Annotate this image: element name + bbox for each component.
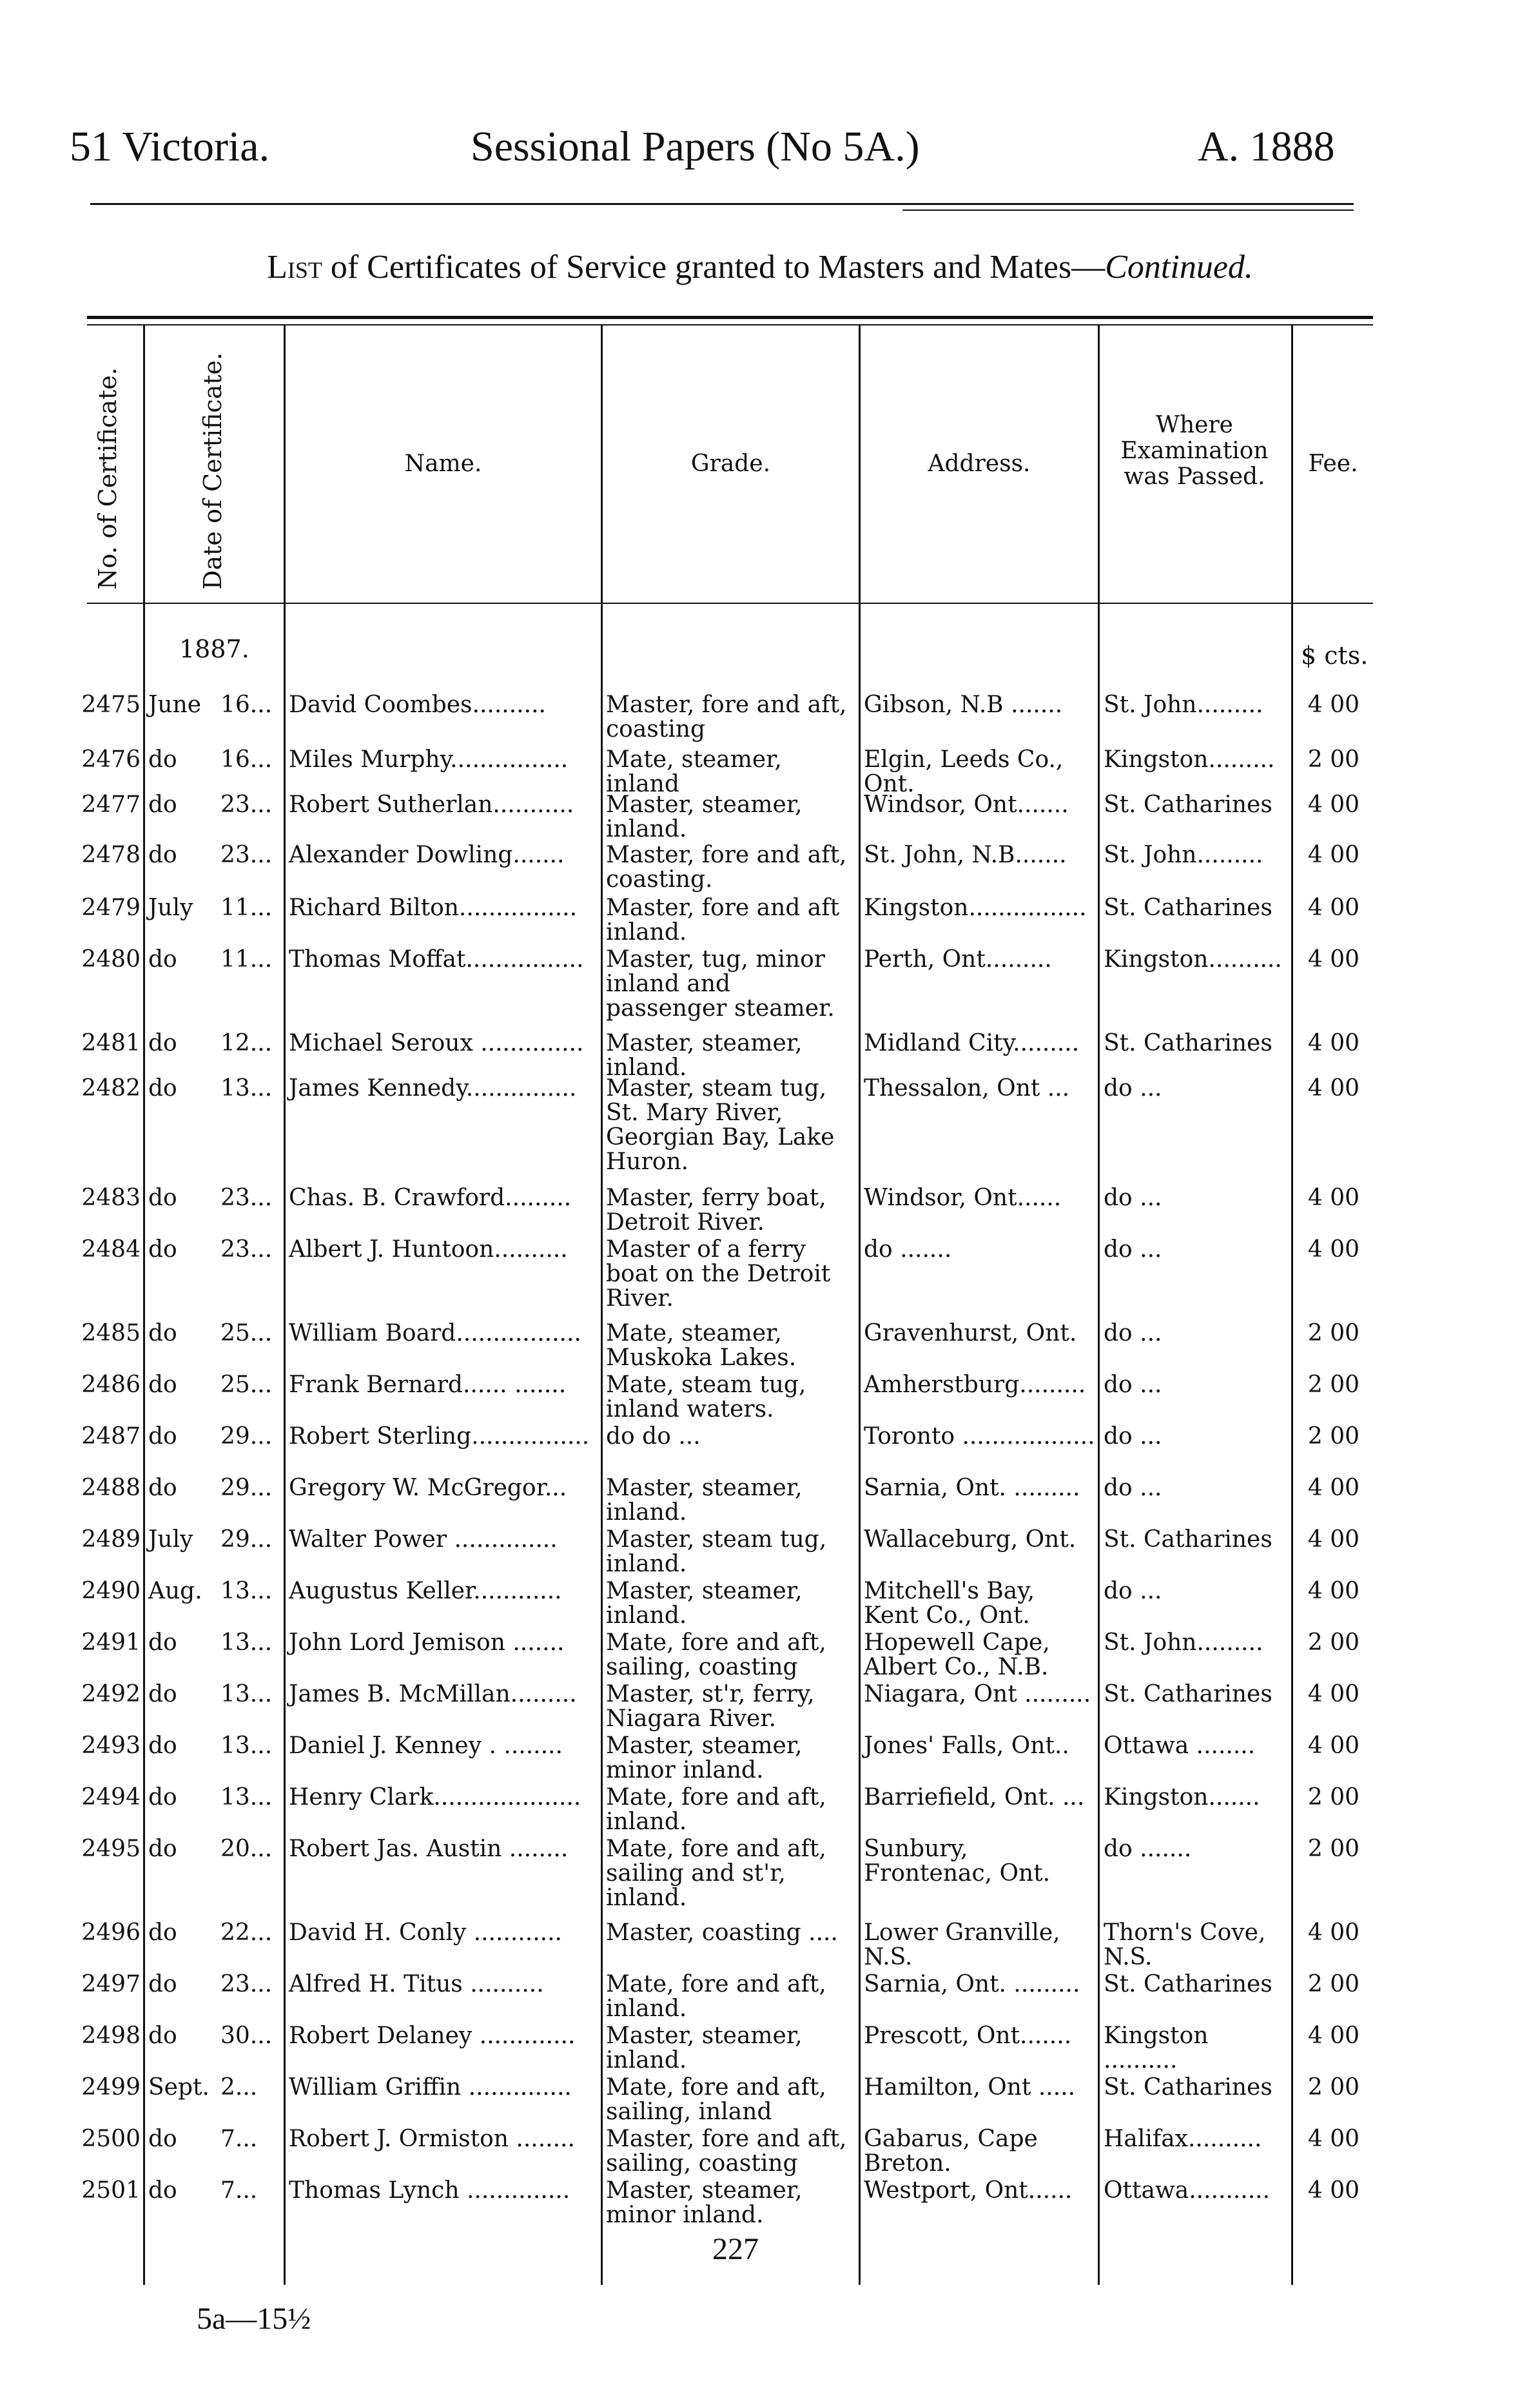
cell-day: 16... xyxy=(220,746,273,773)
cell-fee: 2 00 xyxy=(1307,1836,1360,1862)
header-center: Sessional Papers (No 5A.) xyxy=(471,123,920,170)
cell-address: Gabarus, Cape Breton. xyxy=(864,2126,1038,2177)
cell-day: 11... xyxy=(220,895,273,921)
col-header-fee: Fee. xyxy=(1308,451,1358,477)
cell-where: Ottawa........... xyxy=(1104,2177,1271,2204)
cell-fee: 2 00 xyxy=(1307,746,1360,773)
cell-address: Windsor, Ont....... xyxy=(864,791,1069,818)
cell-no: 2491 xyxy=(81,1629,141,1656)
cell-name: Robert Sterling................ xyxy=(289,1423,590,1450)
cell-fee: 4 00 xyxy=(1307,692,1360,718)
cell-day: 12... xyxy=(220,1030,273,1056)
cell-where: do ....... xyxy=(1104,1836,1192,1862)
cell-grade: Mate, steamer, Muskoka Lakes. xyxy=(606,1320,797,1371)
cell-month: do xyxy=(148,1629,177,1656)
cell-grade: Master, steamer, minor inland. xyxy=(606,1733,803,1783)
cell-no: 2483 xyxy=(81,1185,141,1211)
cell-address: Perth, Ont......... xyxy=(864,946,1052,973)
cell-name: Alfred H. Titus .......... xyxy=(289,1971,544,1997)
cell-where: do ... xyxy=(1104,1475,1162,1501)
cell-no: 2498 xyxy=(81,2023,141,2049)
cell-day: 23... xyxy=(220,1971,273,1997)
cell-no: 2492 xyxy=(81,1681,141,1707)
cell-grade: do do ... xyxy=(606,1423,701,1450)
cell-where: do ... xyxy=(1104,1075,1162,1102)
cell-name: David H. Conly ............ xyxy=(289,1919,562,1946)
cell-month: do xyxy=(148,946,177,973)
cell-grade: Master, steamer, inland. xyxy=(606,2023,803,2073)
list-title-continued: Continued. xyxy=(1105,249,1253,286)
cell-day: 13... xyxy=(220,1578,273,1604)
cell-address: Sarnia, Ont. ......... xyxy=(864,1971,1080,1997)
cell-fee: 4 00 xyxy=(1307,2126,1360,2152)
col-divider-3 xyxy=(601,325,603,2285)
cell-fee: 4 00 xyxy=(1307,1526,1360,1553)
cell-address: Gravenhurst, Ont. xyxy=(864,1320,1077,1346)
cell-month: do xyxy=(148,2023,177,2049)
cell-month: do xyxy=(148,842,177,868)
cell-month: do xyxy=(148,1320,177,1346)
cell-fee: 2 00 xyxy=(1307,2074,1360,2101)
cell-fee: 4 00 xyxy=(1307,1236,1360,1263)
table-top-rule-thin xyxy=(87,324,1373,325)
cell-no: 2478 xyxy=(81,842,141,868)
cell-address: Jones' Falls, Ont.. xyxy=(864,1733,1069,1759)
col-divider-2 xyxy=(284,325,286,2285)
cell-name: James B. McMillan......... xyxy=(289,1681,577,1707)
list-title-text: of Certificates of Service granted to Masters and Mates— xyxy=(322,249,1106,286)
cell-month: Aug. xyxy=(148,1578,202,1604)
cell-fee: 4 00 xyxy=(1307,1475,1360,1501)
cell-where: Kingston .......... xyxy=(1104,2023,1209,2073)
cell-address: Toronto .................. xyxy=(864,1423,1095,1450)
cell-month: do xyxy=(148,1075,177,1102)
cell-address: Elgin, Leeds Co., Ont. xyxy=(864,746,1064,797)
cell-where: Halifax.......... xyxy=(1104,2126,1262,2152)
cell-no: 2485 xyxy=(81,1320,141,1346)
cell-fee: 4 00 xyxy=(1307,2023,1360,2049)
cell-address: Prescott, Ont....... xyxy=(864,2023,1072,2049)
cell-day: 11... xyxy=(220,946,273,973)
cell-no: 2494 xyxy=(81,1784,141,1811)
cell-day: 23... xyxy=(220,1185,273,1211)
cell-fee: 4 00 xyxy=(1307,1681,1360,1707)
cell-where: St. John......... xyxy=(1104,842,1263,868)
cell-no: 2486 xyxy=(81,1372,141,1398)
cell-fee: 2 00 xyxy=(1307,1971,1360,1997)
cell-address: do ....... xyxy=(864,1236,952,1263)
year-label: 1887. xyxy=(179,635,249,663)
cell-month: July xyxy=(148,895,193,921)
cell-day: 30... xyxy=(220,2023,273,2049)
cell-name: Richard Bilton................ xyxy=(289,895,578,921)
cell-day: 13... xyxy=(220,1733,273,1759)
cell-grade: Master, steamer, minor inland. xyxy=(606,2177,803,2228)
cell-address: Niagara, Ont ......... xyxy=(864,1681,1091,1707)
cell-month: do xyxy=(148,2177,177,2204)
cell-grade: Master, steamer, inland. xyxy=(606,1030,803,1081)
cell-name: Alexander Dowling....... xyxy=(289,842,565,868)
cell-month: do xyxy=(148,1236,177,1263)
cell-grade: Mate, fore and aft, inland. xyxy=(606,1784,826,1835)
cell-name: Gregory W. McGregor... xyxy=(289,1475,567,1501)
cell-address: St. John, N.B....... xyxy=(864,842,1067,868)
cell-address: Hopewell Cape, Albert Co., N.B. xyxy=(864,1629,1050,1680)
col-divider-6 xyxy=(1291,325,1293,2285)
header-left: 51 Victoria. xyxy=(70,123,270,170)
cell-grade: Master, fore and aft, coasting xyxy=(606,692,847,743)
cell-where: St. Catharines xyxy=(1104,1030,1272,1056)
cell-address: Amherstburg......... xyxy=(864,1372,1086,1398)
cell-name: David Coombes.......... xyxy=(289,692,546,718)
cell-grade: Master, fore and aft, sailing, coasting xyxy=(606,2126,847,2177)
cell-name: William Griffin .............. xyxy=(289,2074,572,2101)
page-number: 227 xyxy=(712,2232,759,2266)
cell-name: Michael Seroux .............. xyxy=(289,1030,584,1056)
cell-month: do xyxy=(148,791,177,818)
cell-grade: Master, steamer, inland. xyxy=(606,1578,803,1629)
cell-address: Sunbury, Frontenac, Ont. xyxy=(864,1836,1051,1887)
cell-where: Kingston......... xyxy=(1104,746,1275,773)
cell-where: St. Catharines xyxy=(1104,1971,1272,1997)
cell-month: do xyxy=(148,1423,177,1450)
col-header-name: Name. xyxy=(404,451,482,477)
cell-grade: Master, steamer, inland. xyxy=(606,1475,803,1526)
cell-where: St. John......... xyxy=(1104,692,1263,718)
header-rule-short xyxy=(902,209,1354,211)
cell-where: Thorn's Cove, N.S. xyxy=(1104,1919,1266,1970)
cell-address: Gibson, N.B ....... xyxy=(864,692,1063,718)
header-bottom-rule xyxy=(87,603,1373,604)
col-divider-4 xyxy=(859,325,861,2285)
cell-address: Sarnia, Ont. ......... xyxy=(864,1475,1080,1501)
cell-name: Miles Murphy................ xyxy=(289,746,569,773)
cell-where: St. Catharines xyxy=(1104,791,1272,818)
cell-grade: Master, fore and aft inland. xyxy=(606,895,840,946)
cell-no: 2487 xyxy=(81,1423,141,1450)
cell-where: do ... xyxy=(1104,1185,1162,1211)
cell-fee: 2 00 xyxy=(1307,1784,1360,1811)
cell-fee: 4 00 xyxy=(1307,1733,1360,1759)
cell-address: Kingston................ xyxy=(864,895,1087,921)
cell-where: do ... xyxy=(1104,1372,1162,1398)
cell-day: 13... xyxy=(220,1784,273,1811)
cell-day: 13... xyxy=(220,1075,273,1102)
cell-address: Wallaceburg, Ont. xyxy=(864,1526,1077,1553)
cell-no: 2495 xyxy=(81,1836,141,1862)
cell-grade: Mate, steam tug, inland waters. xyxy=(606,1372,806,1422)
cell-where: Ottawa ........ xyxy=(1104,1733,1256,1759)
col-header-where: Where Examination was Passed. xyxy=(1120,412,1269,490)
col-divider-1 xyxy=(143,325,145,2285)
cell-address: Barriefield, Ont. ... xyxy=(864,1784,1085,1811)
cell-day: 25... xyxy=(220,1320,273,1346)
cell-fee: 4 00 xyxy=(1307,791,1360,818)
cell-no: 2499 xyxy=(81,2074,141,2101)
cell-day: 23... xyxy=(220,1236,273,1263)
cell-name: James Kennedy............... xyxy=(289,1075,577,1102)
cell-day: 29... xyxy=(220,1423,273,1450)
cell-grade: Mate, fore and aft, inland. xyxy=(606,1971,826,2022)
cell-month: do xyxy=(148,1030,177,1056)
cell-name: Walter Power .............. xyxy=(289,1526,558,1553)
cell-fee: 4 00 xyxy=(1307,2177,1360,2204)
cell-day: 13... xyxy=(220,1681,273,1707)
cell-name: Albert J. Huntoon.......... xyxy=(289,1236,568,1263)
cell-where: do ... xyxy=(1104,1423,1162,1450)
cell-where: St. Catharines xyxy=(1104,1526,1272,1553)
cell-month: do xyxy=(148,1784,177,1811)
cell-day: 29... xyxy=(220,1475,273,1501)
cell-month: do xyxy=(148,746,177,773)
header-right: A. 1888 xyxy=(1198,123,1335,170)
cell-month: do xyxy=(148,1681,177,1707)
cell-no: 2476 xyxy=(81,746,141,773)
col-divider-5 xyxy=(1098,325,1100,2285)
header-rule xyxy=(90,203,1354,205)
cell-fee: 2 00 xyxy=(1307,1423,1360,1450)
cell-month: Sept. xyxy=(148,2074,209,2101)
cell-day: 23... xyxy=(220,791,273,818)
cell-month: June xyxy=(148,692,202,718)
cell-name: William Board................. xyxy=(289,1320,581,1346)
cell-no: 2479 xyxy=(81,895,141,921)
cell-no: 2477 xyxy=(81,791,141,818)
cell-address: Windsor, Ont...... xyxy=(864,1185,1062,1211)
cell-day: 20... xyxy=(220,1836,273,1862)
cell-where: do ... xyxy=(1104,1320,1162,1346)
cell-name: Augustus Keller............ xyxy=(289,1578,562,1604)
cell-day: 2... xyxy=(220,2074,258,2101)
cell-where: St. Catharines xyxy=(1104,1681,1272,1707)
cell-address: Westport, Ont...... xyxy=(864,2177,1073,2204)
cell-fee: 4 00 xyxy=(1307,842,1360,868)
cell-fee: 2 00 xyxy=(1307,1372,1360,1398)
cell-name: Robert Delaney ............. xyxy=(289,2023,576,2049)
cell-address: Thessalon, Ont ... xyxy=(864,1075,1070,1102)
cell-no: 2488 xyxy=(81,1475,141,1501)
cell-where: Kingston....... xyxy=(1104,1784,1260,1811)
col-header-grade: Grade. xyxy=(690,451,771,477)
cell-name: Thomas Moffat................ xyxy=(289,946,584,973)
cell-address: Hamilton, Ont ..... xyxy=(864,2074,1076,2101)
cell-day: 25... xyxy=(220,1372,273,1398)
cell-grade: Master, tug, minor inland and passenger steamer. xyxy=(606,946,835,1022)
cell-name: Henry Clark.................... xyxy=(289,1784,581,1811)
cell-no: 2489 xyxy=(81,1526,141,1553)
cell-grade: Master, steam tug, St. Mary River, Georgian Bay, Lake Huron. xyxy=(606,1075,835,1175)
cell-no: 2475 xyxy=(81,692,141,718)
cell-grade: Master, ferry boat, Detroit River. xyxy=(606,1185,826,1236)
cell-address: Lower Granville, N.S. xyxy=(864,1919,1060,1970)
list-title xyxy=(0,248,1520,286)
cell-where: do ... xyxy=(1104,1578,1162,1604)
cell-where: St. Catharines xyxy=(1104,895,1272,921)
cell-no: 2500 xyxy=(81,2126,141,2152)
cell-grade: Mate, steamer, inland xyxy=(606,746,782,797)
cell-fee: 4 00 xyxy=(1307,1578,1360,1604)
cell-grade: Mate, fore and aft, sailing, inland xyxy=(606,2074,826,2125)
cell-month: do xyxy=(148,1836,177,1862)
cell-fee: 4 00 xyxy=(1307,895,1360,921)
cell-name: Frank Bernard...... ....... xyxy=(289,1372,567,1398)
cell-name: Thomas Lynch .............. xyxy=(289,2177,570,2204)
cell-name: Daniel J. Kenney . ........ xyxy=(289,1733,563,1759)
cell-no: 2482 xyxy=(81,1075,141,1102)
cell-grade: Master, fore and aft, coasting. xyxy=(606,842,847,893)
cell-grade: Mate, fore and aft, sailing and st'r, inland. xyxy=(606,1836,826,1911)
cell-grade: Master, steamer, inland. xyxy=(606,791,803,842)
cell-no: 2484 xyxy=(81,1236,141,1263)
cell-fee: 4 00 xyxy=(1307,1030,1360,1056)
cell-day: 7... xyxy=(220,2126,258,2152)
cell-grade: Master, st'r, ferry, Niagara River. xyxy=(606,1681,815,1732)
cell-address: Mitchell's Bay, Kent Co., Ont. xyxy=(864,1578,1035,1629)
cell-grade: Mate, fore and aft, sailing, coasting xyxy=(606,1629,826,1680)
cell-fee: 4 00 xyxy=(1307,946,1360,973)
cell-fee: 4 00 xyxy=(1307,1185,1360,1211)
cell-name: Chas. B. Crawford......... xyxy=(289,1185,572,1211)
cell-grade: Master of a ferry boat on the Detroit River. xyxy=(606,1236,831,1312)
cell-day: 23... xyxy=(220,842,273,868)
cell-month: July xyxy=(148,1526,193,1553)
cell-fee: 4 00 xyxy=(1307,1919,1360,1946)
list-title-lead: List xyxy=(267,249,322,286)
table-top-rule xyxy=(87,316,1373,319)
cell-no: 2480 xyxy=(81,946,141,973)
cell-name: Robert J. Ormiston ........ xyxy=(289,2126,575,2152)
cell-no: 2501 xyxy=(81,2177,141,2204)
cell-name: Robert Jas. Austin ........ xyxy=(289,1836,569,1862)
col-header-address: Address. xyxy=(928,451,1031,477)
cell-no: 2490 xyxy=(81,1578,141,1604)
cell-fee: 4 00 xyxy=(1307,1075,1360,1102)
cell-name: Robert Sutherlan........... xyxy=(289,791,574,818)
cell-where: St. Catharines xyxy=(1104,2074,1272,2101)
cell-month: do xyxy=(148,1475,177,1501)
cell-name: John Lord Jemison ....... xyxy=(289,1629,565,1656)
cell-month: do xyxy=(148,1733,177,1759)
cell-where: Kingston.......... xyxy=(1104,946,1282,973)
cell-no: 2493 xyxy=(81,1733,141,1759)
cell-where: St. John......... xyxy=(1104,1629,1263,1656)
cell-grade: Master, coasting .... xyxy=(606,1919,838,1946)
currency-label: $ cts. xyxy=(1301,641,1369,670)
cell-month: do xyxy=(148,1971,177,1997)
cell-fee: 2 00 xyxy=(1307,1629,1360,1656)
cell-address: Midland City......... xyxy=(864,1030,1080,1056)
cell-fee: 2 00 xyxy=(1307,1320,1360,1346)
cell-no: 2497 xyxy=(81,1971,141,1997)
cell-day: 13... xyxy=(220,1629,273,1656)
cell-no: 2496 xyxy=(81,1919,141,1946)
cell-day: 29... xyxy=(220,1526,273,1553)
cell-month: do xyxy=(148,2126,177,2152)
cell-no: 2481 xyxy=(81,1030,141,1056)
col-header-no: No. of Certificate. xyxy=(93,367,122,590)
cell-month: do xyxy=(148,1372,177,1398)
cell-where: do ... xyxy=(1104,1236,1162,1263)
cell-day: 16... xyxy=(220,692,273,718)
col-header-date: Date of Certificate. xyxy=(199,352,227,590)
cell-month: do xyxy=(148,1919,177,1946)
cell-day: 7... xyxy=(220,2177,258,2204)
cell-day: 22... xyxy=(220,1919,273,1946)
cell-grade: Master, steam tug, inland. xyxy=(606,1526,827,1577)
cell-month: do xyxy=(148,1185,177,1211)
signature-mark: 5a—15½ xyxy=(197,2302,311,2336)
